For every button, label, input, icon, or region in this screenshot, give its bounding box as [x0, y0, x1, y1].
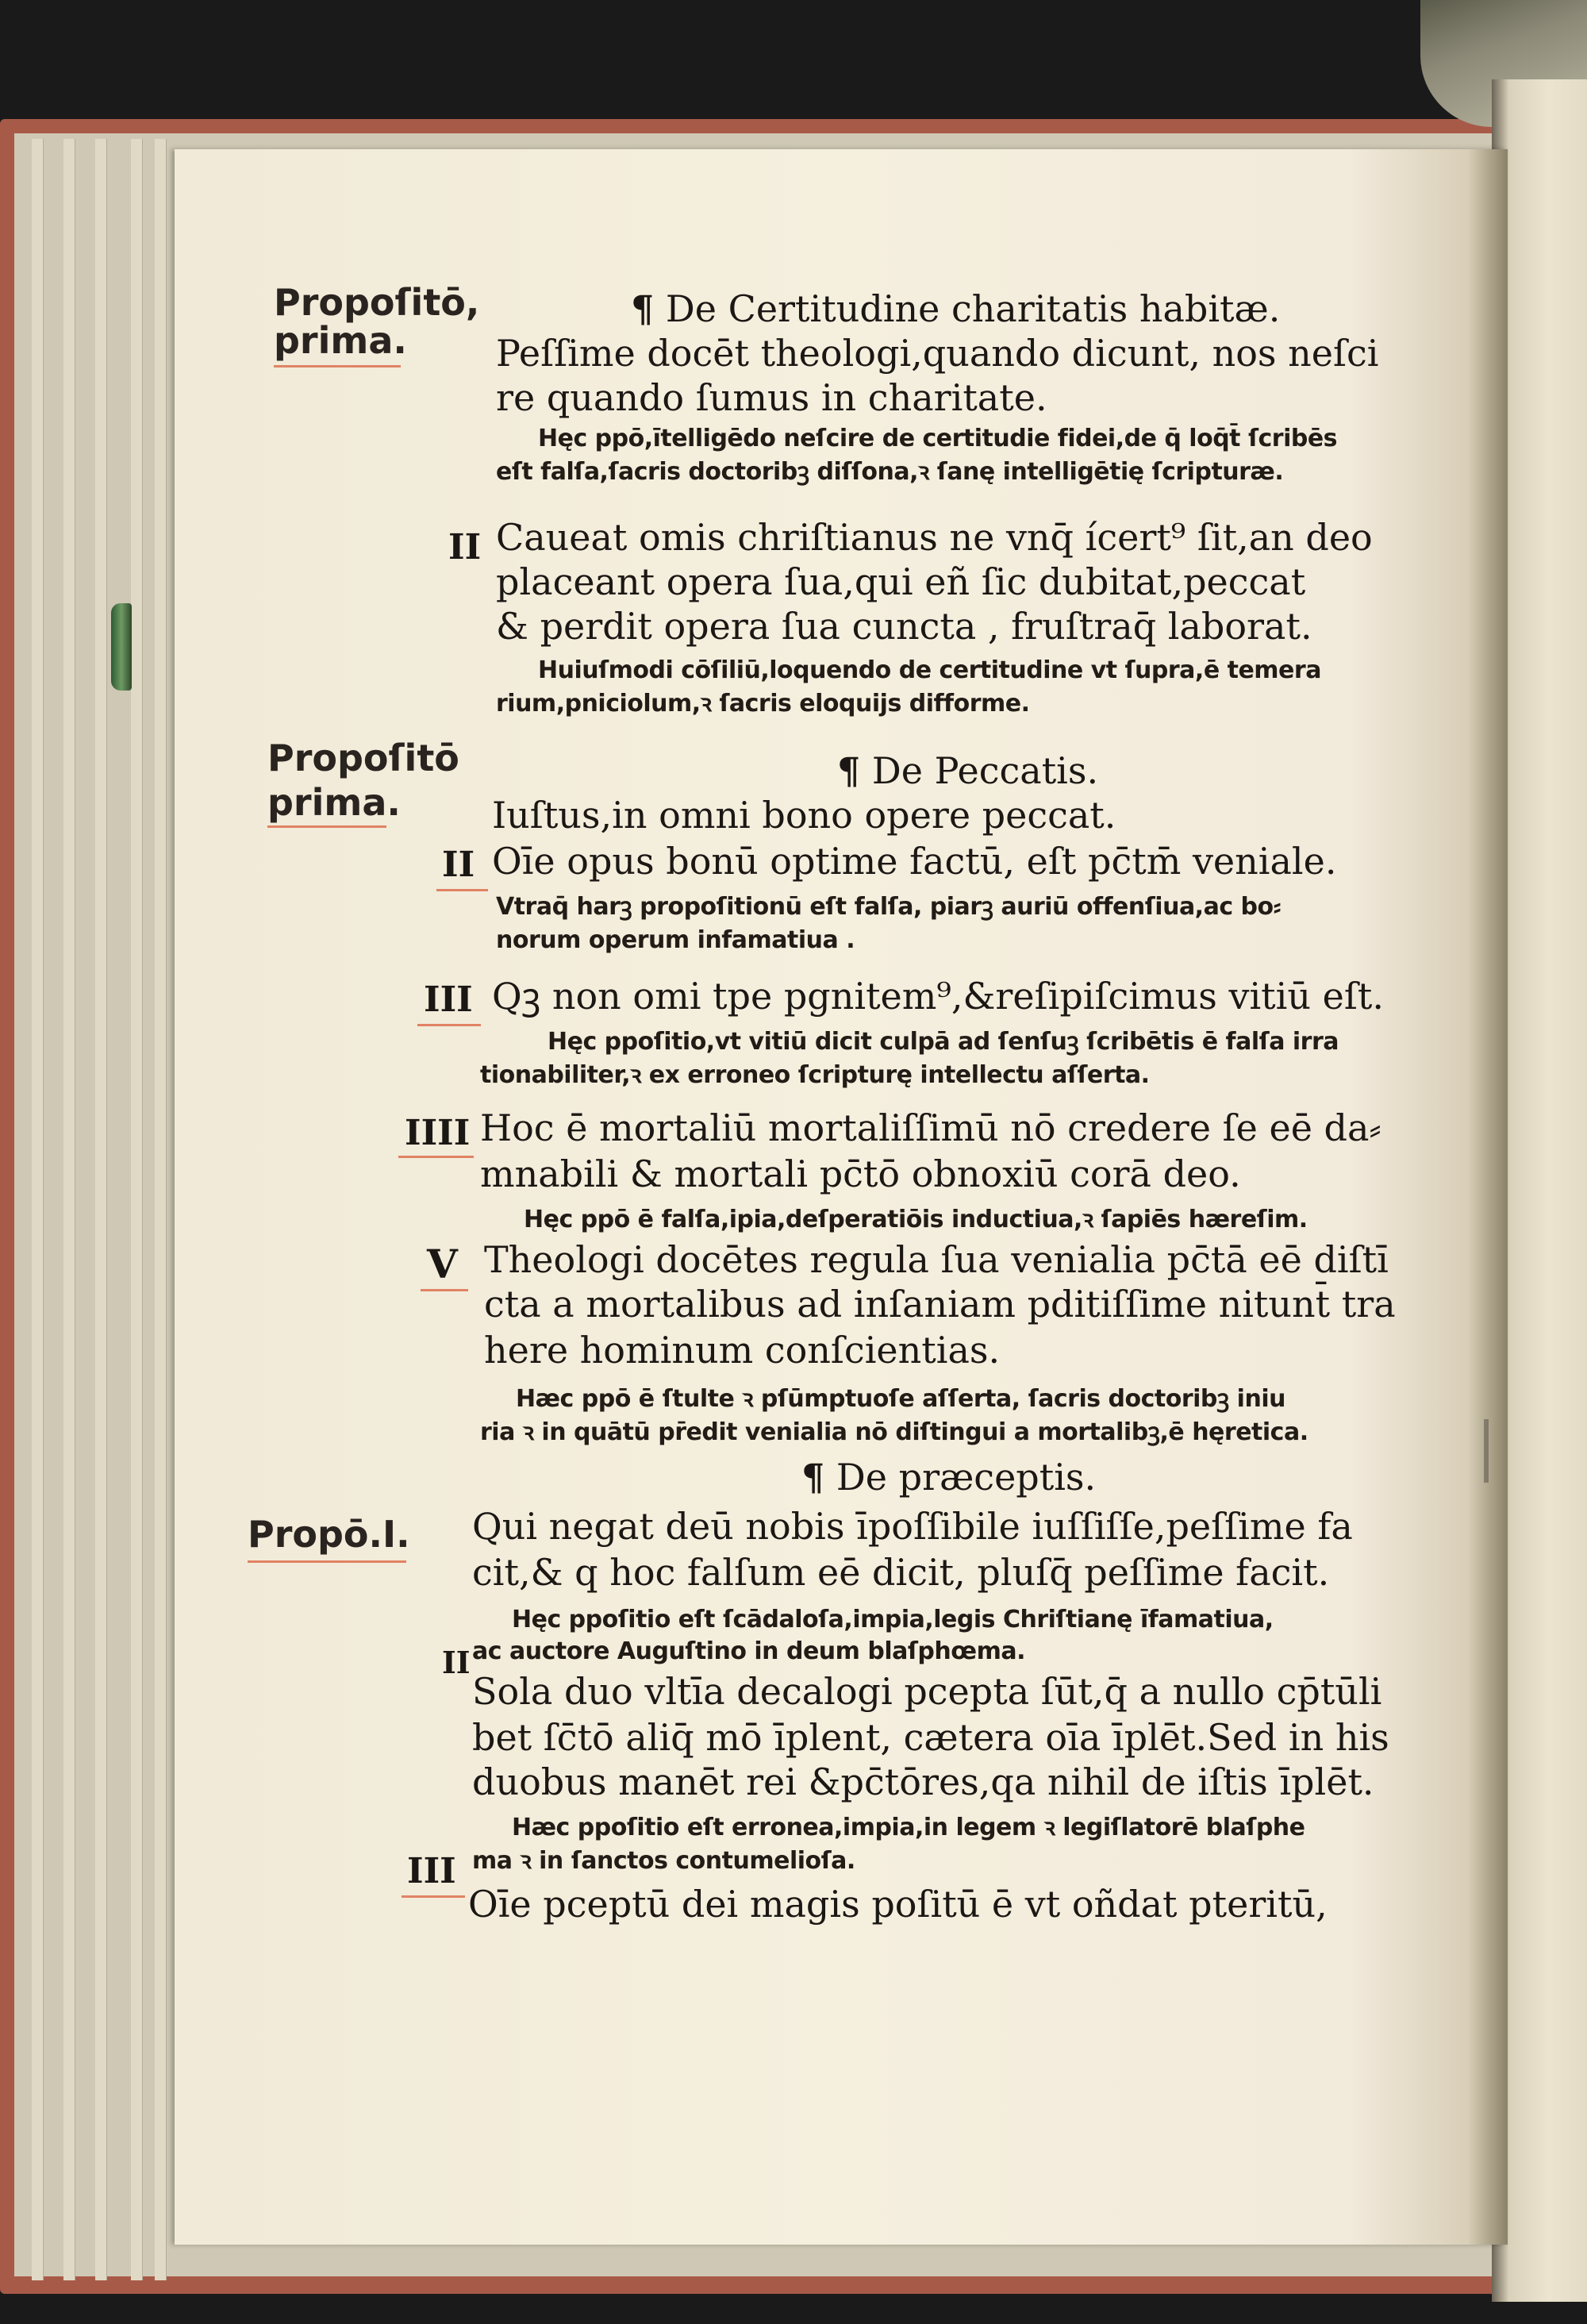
bookmark-ribbon	[111, 603, 132, 691]
margin-label: Propō.I.	[248, 1513, 410, 1556]
gloss-line: Huiuſmodi cōſiliū,loquendo de certitudine vt ſupra,ē temera	[538, 656, 1321, 684]
item-number: III	[407, 1851, 456, 1891]
text-line: Peſſime docēt theologi,quando dicunt, nos neſci	[496, 332, 1379, 375]
section-heading: ¶ De præceptis.	[801, 1456, 1097, 1499]
item-number: III	[424, 979, 473, 1020]
rubric-underline	[274, 365, 401, 367]
margin-label: prima.	[267, 781, 401, 824]
page-edge	[131, 139, 143, 2280]
gloss-line: tionabiliter,ꝛ ex erroneo ſcripturę intellectu aſſerta.	[480, 1061, 1150, 1089]
margin-label: Propoſitō	[267, 737, 459, 779]
rubric-underline	[436, 889, 488, 891]
gloss-line: Hęc ppoſitio,vt vitiū dicit culpā ad ſenſuꝫ ſcribētis ē falſa irra	[548, 1028, 1339, 1056]
rubric-underline	[402, 1895, 465, 1898]
text-line: Qꝫ non omi tpe pgnitem⁹,&reſipiſcimus vitiū eſt.	[492, 975, 1384, 1018]
rubric-underline	[421, 1289, 468, 1291]
section-heading: ¶ De Peccatis.	[837, 749, 1099, 792]
text-line: Oīe pceptū dei magis poſitū ē vt oñdat pteritū,	[468, 1883, 1328, 1926]
gloss-line: rium,pniciolum,ꝛ ſacris eloquijs difforme.	[496, 690, 1030, 718]
pilcrow-icon: ¶	[837, 749, 861, 792]
gutter-shadow	[1484, 1419, 1489, 1483]
gloss-line: Hęc ppō,ītelligēdo neſcire de certitudie fidei,de q̄ loq̄t̄ ſcribēs	[538, 425, 1338, 452]
text-line: cit,& q hoc falſum eē dicit, pluſq̄ peſſime facit.	[472, 1551, 1330, 1594]
gloss-line: ria ꝛ in quātū pr̄edit venialia nō diſtingui a mortalibꝫ,ē hęretica.	[480, 1418, 1308, 1446]
text-line: placeant opera ſua,qui eñ ſic dubitat,peccat	[496, 560, 1306, 603]
text-line: mnabili & mortali pc̄tō obnoxiū corā deo.	[480, 1152, 1241, 1195]
gloss-line: eſt falſa,ſacris doctoribꝫ diſſona,ꝛ ſanę intelligētię ſcripturæ.	[496, 458, 1284, 486]
pilcrow-icon: ¶	[801, 1456, 825, 1499]
pilcrow-icon: ¶	[631, 287, 655, 330]
text-line: & perdit opera ſua cuncta , fruſtraq̄ laborat.	[496, 605, 1312, 648]
gloss-line: Hęc ppō ē falſa,ipia,deſperatiōis inductiua,ꝛ ſapiēs hæreſim.	[524, 1206, 1308, 1233]
gloss-line: Hęc ppoſitio eſt ſcādaloſa,impia,legis Chriſtianę īfamatiua,	[512, 1606, 1274, 1633]
page-edge	[63, 139, 75, 2280]
rubric-underline	[248, 1560, 406, 1563]
item-number: IIII	[405, 1113, 471, 1153]
page-edge	[95, 139, 107, 2280]
text-line: Qui negat deū nobis īpoſſibile iuſſiſſe,peſſime fa	[472, 1505, 1353, 1548]
text-line: Hoc ē mortaliū mortaliſſimū nō credere ſe eē da⸗	[480, 1106, 1381, 1149]
text-line: Oīe opus bonū optime factū, eſt pc̄tm̄ veniale.	[492, 840, 1337, 883]
text-line: here hominum conſcientias.	[484, 1329, 1001, 1372]
book-page	[175, 149, 1508, 2245]
rubric-underline	[398, 1156, 474, 1158]
page-edge	[155, 139, 167, 2280]
gloss-line: norum operum infamatiua .	[496, 926, 855, 954]
item-number: II	[442, 845, 475, 885]
text-line: cta a mortalibus ad inſaniam pditiſſime nitunt̄ tra	[484, 1283, 1396, 1326]
gloss-line: Hæc ppoſitio eſt erronea,impia,in legem ꝛ legiſlatorē blaſphe	[512, 1814, 1305, 1841]
text-line: Caueat omis chriſtianus ne vnq̄ ícert⁹ ſit,an deo	[496, 516, 1373, 559]
rubric-underline	[267, 825, 386, 828]
text-line: Theologi docētes regula ſua venialia pc̄tā eē diſtī	[484, 1238, 1389, 1281]
text-line: Sola duo vltīa decalogi pcepta ſūt,q̄ a nullo cp̄tūli	[472, 1670, 1382, 1713]
section-heading: ¶ De Certitudine charitatis habitæ.	[631, 287, 1281, 330]
item-number: V	[427, 1241, 458, 1287]
text-line: Iuſtus,in omni bono opere peccat.	[492, 794, 1116, 837]
gloss-line: Vtraq̄ harꝫ propoſitionū eſt falſa, piarꝫ auriū offenſiua,ac bo⸗	[496, 893, 1282, 921]
item-number: II	[448, 527, 482, 568]
page-edge	[32, 139, 44, 2280]
gloss-line: Hæc ppō ē ſtulte ꝛ pſūmptuoſe aſſerta, ſacris doctoribꝫ iniu	[516, 1385, 1285, 1413]
item-number: II	[442, 1645, 471, 1680]
gloss-line: ac auctore Auguſtino in deum blaſphœma.	[472, 1637, 1025, 1665]
text-line: bet ſc̄tō aliq̄ mō īplent, cætera oīa īplēt.Sed in his	[472, 1716, 1389, 1759]
text-line: re quando ſumus in charitate.	[496, 376, 1047, 419]
text-line: duobus manēt rei &pc̄tōres,qa nihil de iſtis īplēt.	[472, 1760, 1374, 1803]
gloss-line: ma ꝛ in ſanctos contumelioſa.	[472, 1847, 855, 1875]
margin-label: Propoſitō,	[274, 281, 480, 324]
rubric-underline	[417, 1024, 481, 1026]
margin-label: prima.	[274, 319, 407, 362]
